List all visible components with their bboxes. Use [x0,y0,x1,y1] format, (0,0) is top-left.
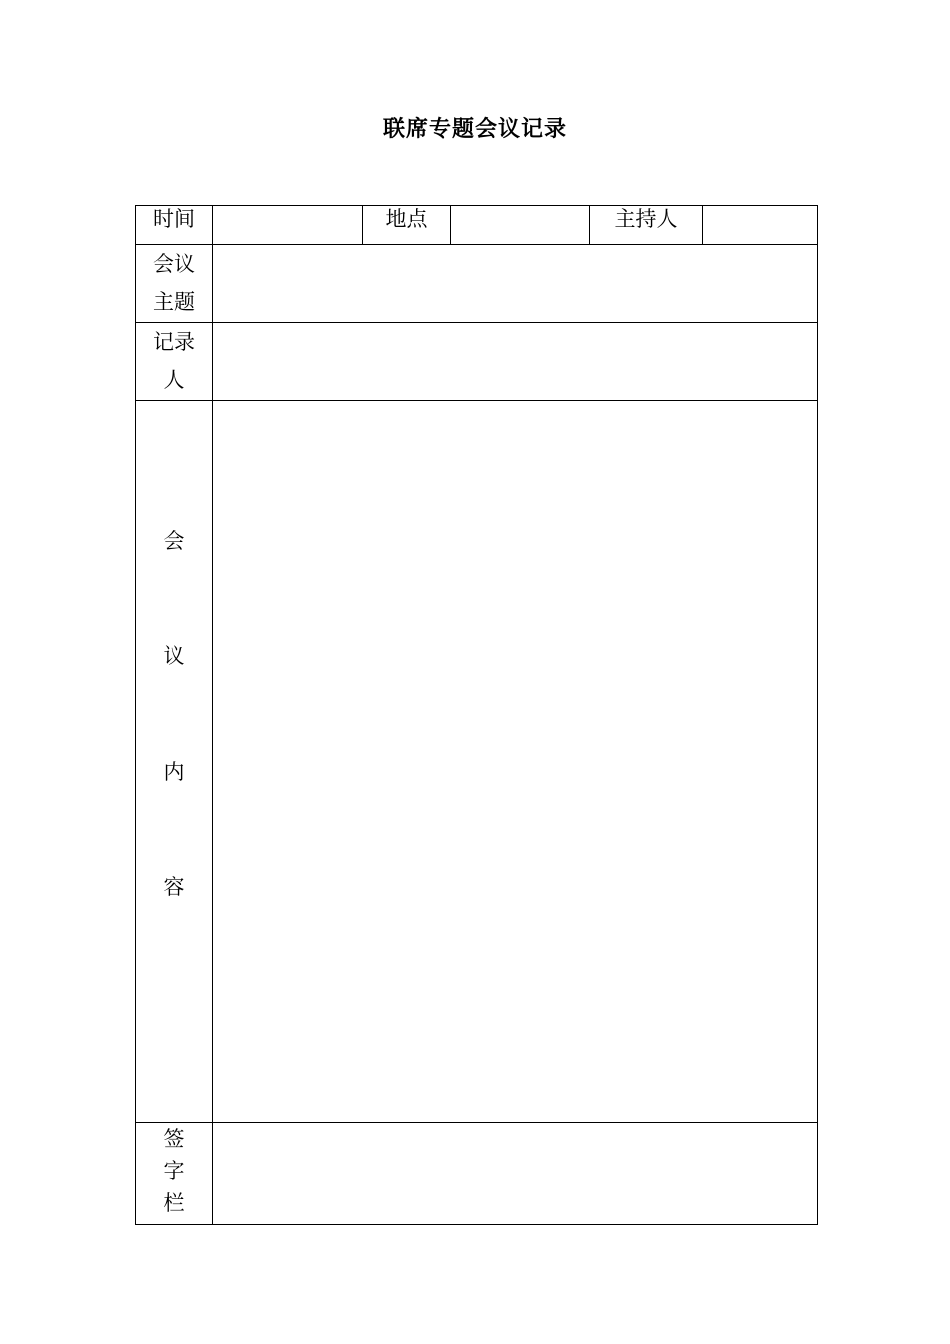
header-row [136,206,818,245]
time-field[interactable] [213,206,363,245]
signature-label [136,1123,213,1225]
meeting-record-table [135,205,818,1225]
topic-label-line-2: 主题 [153,290,195,314]
content-label-char-1: 会 [163,529,185,553]
content-label [136,401,213,1123]
content-row [136,401,818,1123]
recorder-field[interactable] [213,323,818,401]
recorder-label-line-1: 记录 [153,330,195,354]
content-label-char-4: 容 [163,875,185,899]
topic-field[interactable] [213,245,818,323]
recorder-label [136,323,213,401]
recorder-label-line-2: 人 [163,368,185,392]
host-field[interactable] [703,206,818,245]
content-field[interactable] [213,401,818,1123]
document-title: 联席专题会议记录 [382,117,567,142]
signature-label-char-2: 字 [163,1159,185,1183]
signature-field[interactable] [213,1123,818,1225]
content-label-char-3: 内 [163,760,185,784]
signature-label-char-3: 栏 [163,1191,185,1215]
topic-label [136,245,213,323]
signature-label-char-1: 签 [163,1127,185,1151]
topic-label-line-1: 会议 [153,252,195,276]
location-field[interactable] [451,206,590,245]
host-label: 主持人 [590,206,703,245]
content-label-char-2: 议 [163,644,185,668]
time-label: 时间 [136,206,213,245]
location-label: 地点 [363,206,451,245]
topic-row [136,245,818,323]
signature-row [136,1123,818,1225]
recorder-row [136,323,818,401]
